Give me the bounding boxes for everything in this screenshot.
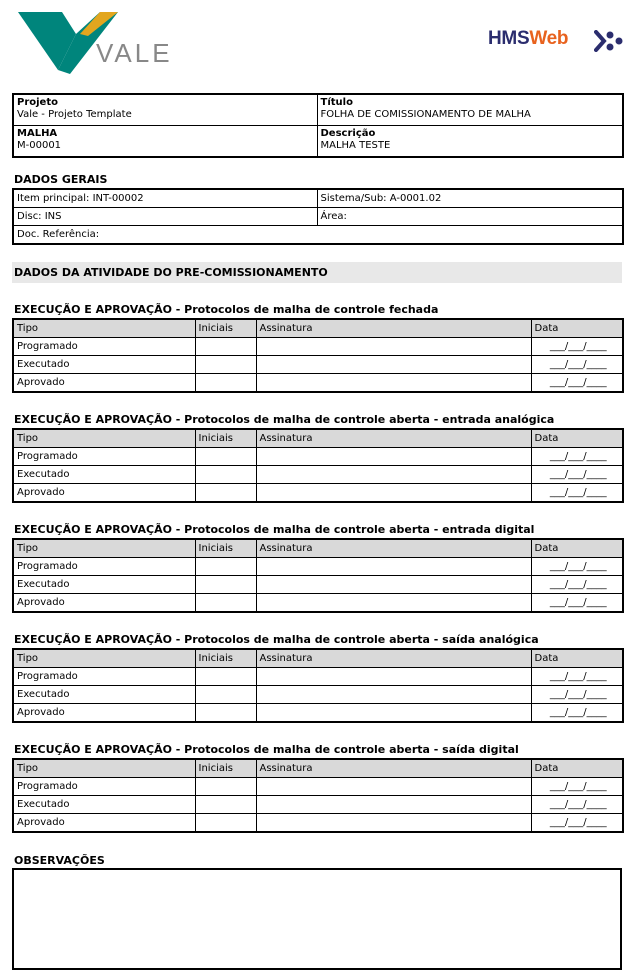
table-row: [13, 704, 623, 723]
date-field[interactable]: ___/___/____: [531, 466, 623, 484]
col-iniciais: Iniciais: [195, 319, 256, 338]
descricao-label: Descrição: [320, 128, 376, 139]
col-iniciais: Iniciais: [195, 649, 256, 668]
table-row: [13, 448, 623, 466]
table-row: [13, 668, 623, 686]
iniciais-field[interactable]: [195, 668, 256, 686]
assinatura-field[interactable]: [256, 338, 531, 356]
iniciais-field[interactable]: [195, 558, 256, 576]
col-tipo: Tipo: [13, 539, 195, 558]
vale-logo-text: VALE: [96, 38, 173, 68]
col-tipo: Tipo: [13, 649, 195, 668]
date-field[interactable]: ___/___/____: [531, 778, 623, 796]
col-iniciais: Iniciais: [195, 429, 256, 448]
row-tipo: Executado: [13, 576, 195, 594]
date-field[interactable]: ___/___/____: [531, 704, 623, 723]
col-assinatura: Assinatura: [256, 319, 531, 338]
projeto-cell: [13, 94, 317, 126]
col-tipo: Tipo: [13, 429, 195, 448]
date-field[interactable]: ___/___/____: [531, 374, 623, 393]
dados-gerais-table: [12, 188, 624, 245]
date-field[interactable]: ___/___/____: [531, 594, 623, 613]
row-tipo: Programado: [13, 778, 195, 796]
vale-logo: [18, 12, 178, 74]
iniciais-field[interactable]: [195, 686, 256, 704]
date-field[interactable]: ___/___/____: [531, 796, 623, 814]
section-title: EXECUÇÃO E APROVAÇÃO - Protocolos de malha de controle aberta - entrada analógica: [14, 413, 555, 426]
table-row: [13, 778, 623, 796]
iniciais-field[interactable]: [195, 704, 256, 723]
observacoes-title: OBSERVAÇÕES: [14, 854, 105, 867]
assinatura-field[interactable]: [256, 668, 531, 686]
assinatura-field[interactable]: [256, 558, 531, 576]
disc-field: Disc: INS: [13, 208, 317, 226]
assinatura-field[interactable]: [256, 576, 531, 594]
signature-table: [12, 648, 624, 723]
date-field[interactable]: ___/___/____: [531, 356, 623, 374]
iniciais-field[interactable]: [195, 814, 256, 833]
hmsweb-logo-icon: [594, 30, 624, 52]
signature-table: [12, 318, 624, 393]
table-row: [13, 796, 623, 814]
titulo-cell: [317, 94, 623, 126]
col-iniciais: Iniciais: [195, 759, 256, 778]
hmsweb-logo: [488, 28, 624, 56]
signature-table: [12, 538, 624, 613]
row-tipo: Programado: [13, 668, 195, 686]
date-field[interactable]: ___/___/____: [531, 814, 623, 833]
section-title: EXECUÇÃO E APROVAÇÃO - Protocolos de malha de controle aberta - saída digital: [14, 743, 519, 756]
table-row: [13, 338, 623, 356]
assinatura-field[interactable]: [256, 374, 531, 393]
titulo-label: Título: [320, 97, 353, 108]
iniciais-field[interactable]: [195, 356, 256, 374]
col-data: Data: [531, 539, 623, 558]
date-field[interactable]: ___/___/____: [531, 484, 623, 503]
date-field[interactable]: ___/___/____: [531, 686, 623, 704]
row-tipo: Executado: [13, 466, 195, 484]
table-row: [13, 576, 623, 594]
observacoes-box[interactable]: [12, 868, 622, 970]
item-principal-field: Item principal: INT-00002: [13, 189, 317, 208]
table-row: [13, 686, 623, 704]
date-field[interactable]: ___/___/____: [531, 338, 623, 356]
assinatura-field[interactable]: [256, 356, 531, 374]
date-field[interactable]: ___/___/____: [531, 576, 623, 594]
table-row: [13, 356, 623, 374]
row-tipo: Executado: [13, 686, 195, 704]
atividade-title: DADOS DA ATIVIDADE DO PRE-COMISSIONAMENTO: [14, 266, 328, 279]
doc-referencia-field: Doc. Referência:: [13, 226, 623, 245]
row-tipo: Aprovado: [13, 814, 195, 833]
row-tipo: Programado: [13, 338, 195, 356]
iniciais-field[interactable]: [195, 374, 256, 393]
malha-cell: [13, 126, 317, 158]
col-tipo: Tipo: [13, 759, 195, 778]
section-title: EXECUÇÃO E APROVAÇÃO - Protocolos de malha de controle aberta - entrada digital: [14, 523, 535, 536]
date-field[interactable]: ___/___/____: [531, 448, 623, 466]
assinatura-field[interactable]: [256, 778, 531, 796]
date-field[interactable]: ___/___/____: [531, 558, 623, 576]
iniciais-field[interactable]: [195, 466, 256, 484]
row-tipo: Programado: [13, 558, 195, 576]
assinatura-field[interactable]: [256, 466, 531, 484]
col-data: Data: [531, 319, 623, 338]
iniciais-field[interactable]: [195, 338, 256, 356]
iniciais-field[interactable]: [195, 594, 256, 613]
titulo-value: FOLHA DE COMISSIONAMENTO DE MALHA: [320, 109, 531, 120]
row-tipo: Programado: [13, 448, 195, 466]
iniciais-field[interactable]: [195, 448, 256, 466]
assinatura-field[interactable]: [256, 796, 531, 814]
row-tipo: Executado: [13, 796, 195, 814]
row-tipo: Aprovado: [13, 594, 195, 613]
signature-table: [12, 428, 624, 503]
dados-gerais-title: DADOS GERAIS: [14, 173, 108, 186]
projeto-label: Projeto: [17, 97, 58, 108]
col-assinatura: Assinatura: [256, 759, 531, 778]
projeto-value: Vale - Projeto Template: [17, 109, 132, 120]
col-assinatura: Assinatura: [256, 649, 531, 668]
row-tipo: Aprovado: [13, 704, 195, 723]
iniciais-field[interactable]: [195, 796, 256, 814]
col-data: Data: [531, 429, 623, 448]
assinatura-field[interactable]: [256, 594, 531, 613]
malha-label: MALHA: [17, 128, 58, 139]
table-row: [13, 558, 623, 576]
sistema-sub-field: Sistema/Sub: A-0001.02: [317, 189, 623, 208]
assinatura-field[interactable]: [256, 484, 531, 503]
table-row: [13, 484, 623, 503]
section-title: EXECUÇÃO E APROVAÇÃO - Protocolos de malha de controle aberta - saída analógica: [14, 633, 539, 646]
col-assinatura: Assinatura: [256, 539, 531, 558]
signature-table: [12, 758, 624, 833]
assinatura-field[interactable]: [256, 686, 531, 704]
row-tipo: Aprovado: [13, 374, 195, 393]
web-logo-text: Web: [529, 28, 569, 49]
assinatura-field[interactable]: [256, 704, 531, 723]
project-info-table: [12, 93, 624, 158]
col-data: Data: [531, 649, 623, 668]
table-row: [13, 466, 623, 484]
col-data: Data: [531, 759, 623, 778]
table-row: [13, 594, 623, 613]
assinatura-field[interactable]: [256, 448, 531, 466]
table-row: [13, 374, 623, 393]
descricao-value: MALHA TESTE: [320, 140, 391, 151]
iniciais-field[interactable]: [195, 484, 256, 503]
iniciais-field[interactable]: [195, 778, 256, 796]
row-tipo: Executado: [13, 356, 195, 374]
area-field: Área:: [317, 208, 623, 226]
table-row: [13, 814, 623, 833]
date-field[interactable]: ___/___/____: [531, 668, 623, 686]
row-tipo: Aprovado: [13, 484, 195, 503]
section-title: EXECUÇÃO E APROVAÇÃO - Protocolos de malha de controle fechada: [14, 303, 439, 316]
iniciais-field[interactable]: [195, 576, 256, 594]
malha-value: M-00001: [17, 140, 62, 151]
col-tipo: Tipo: [13, 319, 195, 338]
descricao-cell: [317, 126, 623, 158]
assinatura-field[interactable]: [256, 814, 531, 833]
hms-logo-text: HMS: [488, 28, 530, 49]
col-iniciais: Iniciais: [195, 539, 256, 558]
col-assinatura: Assinatura: [256, 429, 531, 448]
